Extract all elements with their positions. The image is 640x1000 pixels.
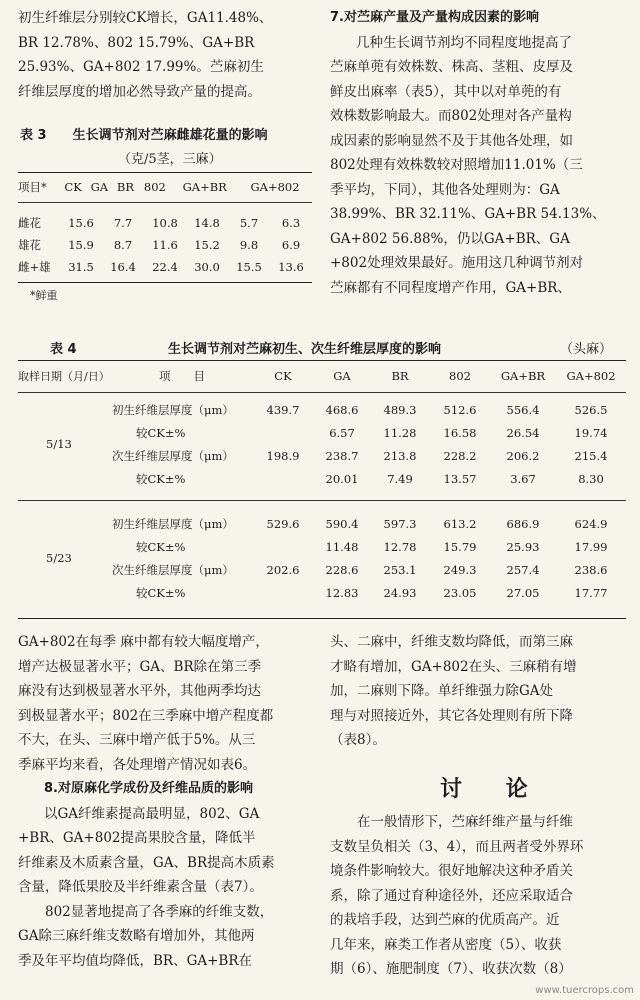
table4-top-rule: [18, 360, 626, 361]
table-cell: 雌花: [18, 216, 41, 230]
table-cell: 597.3: [383, 516, 417, 531]
table-header-cell: GA+BR: [182, 180, 227, 194]
table-header-cell: 项 目: [159, 368, 205, 383]
text-line: 才略有增加，GA+802在头、三麻稍有增: [330, 658, 577, 675]
table-cell: 较CK±%: [136, 539, 186, 554]
table-cell: 5.7: [239, 216, 259, 230]
table-cell: 20.01: [325, 471, 359, 486]
date-cell: 5/23: [46, 551, 72, 565]
text-line: 含量，降低果胶及半纤维素含量（表7）。: [18, 879, 263, 895]
table4-label: 表 4: [50, 342, 77, 357]
table-cell: 6.3: [281, 216, 301, 230]
table-cell: 30.0: [194, 260, 220, 274]
table-cell: 213.8: [383, 448, 417, 463]
table-cell: 12.78: [383, 539, 417, 554]
table-cell: 468.6: [325, 402, 359, 417]
table-cell: 12.83: [325, 585, 359, 600]
text-line: 成因素的影响显然不及于其他各处理，如: [330, 132, 573, 149]
text-line: 在一般情形下，苎麻纤维产量与纤维: [330, 814, 573, 830]
table-cell: 257.4: [506, 562, 540, 577]
text-line: 支数呈负相关（3、4），而且两者受外界环: [330, 838, 584, 855]
text-line: GA+802在每季 麻中都有较大幅度增产，: [18, 634, 269, 650]
text-line: 到极显著水平；802在三季麻中增产程度都: [18, 707, 274, 724]
text-line: 效株数影响最大。而802处理对各产量构: [330, 108, 572, 124]
table-cell: 11.28: [383, 425, 417, 440]
table-cell: 198.9: [266, 448, 300, 463]
text-line: 几种生长调节剂均不同程度地提高了: [356, 34, 572, 51]
table-cell: 529.6: [266, 516, 300, 531]
table-cell: 次生纤维层厚度（μm）: [112, 448, 234, 463]
table-cell: 526.5: [574, 402, 608, 417]
table-cell: 22.4: [152, 260, 178, 274]
table-cell: 8.7: [113, 238, 133, 252]
table4-title: 生长调节剂对苎麻初生、次生纤维层厚度的影响: [168, 342, 442, 357]
table-header-cell: BR: [391, 368, 409, 383]
table-cell: 19.74: [574, 425, 608, 440]
text-line: 纤维层厚度的增加必然导致产量的提高。: [18, 83, 261, 100]
table-cell: 15.6: [68, 216, 94, 230]
table-row: [18, 234, 312, 256]
text-line: 以GA纤维素提高最明显，802、GA: [44, 805, 260, 822]
text-line: 纤维素及木质素含量，GA、BR提高木质素: [18, 854, 275, 871]
date-cell: 5/13: [46, 437, 72, 451]
table-cell: 雌+雄: [18, 260, 51, 274]
discussion-title: 讨 论: [440, 777, 546, 802]
text-line: （表8）。: [330, 732, 386, 748]
table-cell: 15.5: [236, 260, 262, 274]
table-cell: 228.2: [443, 448, 477, 463]
table-cell: 13.6: [278, 260, 304, 274]
text-line: 802处理有效株数较对照增加11.01%（三: [330, 157, 583, 173]
table-row: [18, 212, 312, 234]
table-cell: 15.2: [194, 238, 220, 252]
table-header-cell: 802: [449, 368, 471, 383]
text-line: +BR、GA+802提高果胶含量，降低半: [18, 830, 256, 846]
text-line: 境条件影响较大。很好地解决这种矛盾关: [330, 863, 573, 879]
text-line: 802显著地提高了各季麻的纤维支数，: [18, 903, 274, 920]
table-header-cell: CK: [274, 368, 292, 383]
text-line: +802处理效果最好。施用这几种调节剂对: [330, 255, 584, 271]
table-row: [18, 512, 626, 535]
text-line: 的栽培手段，达到苎麻的优质高产。近: [330, 912, 560, 928]
text-line: GA+802 56.88%，仍以GA+BR、GA: [330, 230, 570, 247]
table-cell: 17.99: [574, 539, 608, 554]
table-row: [18, 398, 626, 421]
table-header-cell: 取样日期（月/日）: [18, 369, 110, 383]
table3-top-rule: [18, 172, 312, 173]
text-line: 季麻平均来看，各处理增产情况如表6。: [18, 756, 257, 773]
table-cell: 24.93: [383, 585, 417, 600]
table3-header-rule: [18, 202, 312, 203]
table-cell: 10.8: [152, 216, 178, 230]
text-line: 25.93%、GA+802 17.99%。苎麻初生: [18, 59, 264, 75]
text-line: 季及年平均值均降低，BR、GA+BR在: [18, 952, 253, 969]
text-line: 几年来，麻类工作者从密度（5）、收获: [330, 936, 562, 953]
table3-bottom-rule: [18, 282, 312, 283]
table3-title: 表 3 生长调节剂对苎麻雌雄花量的影响: [20, 128, 268, 143]
table-header-cell: GA+802: [250, 180, 300, 194]
table-header-row: [18, 364, 626, 387]
text-line: 鲜皮出麻率（表5），其中以对单蔸的有: [330, 83, 562, 100]
table-cell: 489.3: [383, 402, 417, 417]
text-line: 头、二麻中，纤维支数均降低，而第三麻: [330, 634, 573, 650]
table-cell: 6.57: [329, 425, 355, 440]
table-cell: 15.9: [68, 238, 94, 252]
table-cell: [252, 581, 314, 604]
table-cell: 27.05: [506, 585, 540, 600]
table-header-cell: GA+802: [566, 368, 616, 383]
table-cell: 613.2: [443, 516, 477, 531]
table-cell: 9.8: [239, 238, 259, 252]
text-line: 季平均，下同），其他各处理则为：GA: [330, 181, 560, 198]
table-cell: 11.6: [152, 238, 178, 252]
text-line: 麻没有达到极显著水平外，其他两季均达: [18, 683, 261, 699]
text-line: 期（6）、施肥制度（7）、收获次数（8）: [330, 961, 572, 977]
table-header-cell: 项目*: [18, 180, 47, 194]
table-cell: [252, 421, 314, 444]
table-cell: 25.93: [506, 539, 540, 554]
top-right-text: [330, 6, 626, 300]
table-header-cell: GA+BR: [500, 368, 546, 383]
table4-header: [18, 364, 626, 387]
section-heading: 7.对苎麻产量及产量构成因素的影响: [330, 10, 539, 25]
table-cell: 556.4: [506, 402, 540, 417]
text-line: 苎麻都有不同程度增产作用，GA+BR、: [330, 279, 571, 296]
table-cell: 11.48: [325, 539, 359, 554]
table-cell: [252, 467, 314, 490]
table-header-cell: CK: [64, 180, 82, 194]
table-cell: 26.54: [506, 425, 540, 440]
table-cell: 15.79: [443, 539, 477, 554]
bottom-right-text: [330, 630, 626, 753]
table-cell: 249.3: [443, 562, 477, 577]
table-cell: 较CK±%: [136, 585, 186, 600]
table-cell: 6.9: [281, 238, 301, 252]
table3-footnote: *鲜重: [30, 289, 58, 302]
table-cell: 590.4: [325, 516, 359, 531]
table-cell: 439.7: [266, 402, 300, 417]
table-header-cell: GA: [333, 368, 351, 383]
table-header-row: [18, 176, 312, 198]
table-cell: 次生纤维层厚度（μm）: [112, 562, 234, 577]
table-cell: 较CK±%: [136, 425, 186, 440]
table-cell: 初生纤维层厚度（μm）: [112, 516, 234, 531]
table-cell: 624.9: [574, 516, 608, 531]
top-left-text: [18, 6, 314, 104]
text-line: 苎麻单蔸有效株数、株高、茎粗、皮厚及: [330, 59, 573, 75]
text-line: 理与对照接近外，其它各处理则有所下降: [330, 707, 573, 724]
text-line: 系，除了通过育种途径外，还应采取适合: [330, 887, 573, 904]
section-heading: 8.对原麻化学成份及纤维品质的影响: [44, 781, 253, 796]
table4-header-rule: [18, 392, 626, 393]
table-cell: 8.30: [578, 471, 604, 486]
table-cell: 253.1: [383, 562, 417, 577]
table-cell: 16.58: [443, 425, 477, 440]
table-cell: 14.8: [194, 216, 220, 230]
text-line: BR 12.78%、802 15.79%、GA+BR: [18, 34, 255, 51]
table-cell: 228.6: [325, 562, 359, 577]
table-cell: 3.67: [510, 471, 536, 486]
table-header-cell: BR: [116, 180, 134, 194]
table-row: [18, 256, 312, 278]
table3-unit: （克/5茎，三麻）: [118, 152, 222, 167]
table-cell: 16.4: [110, 260, 136, 274]
text-line: GA除三麻纤维支数略有增加外，其他两: [18, 928, 255, 944]
text-line: 38.99%、BR 32.11%、GA+BR 54.13%、: [330, 206, 606, 222]
table-cell: 512.6: [443, 402, 477, 417]
table-cell: 238.7: [325, 448, 359, 463]
table-cell: 7.7: [113, 216, 133, 230]
bottom-left-text: [18, 630, 314, 973]
table-header-cell: 802: [143, 180, 166, 194]
table4-group-divider: [18, 500, 626, 501]
text-line: 不大，在头、三麻中增产低于5%。从三: [18, 732, 256, 748]
text-line: 增产达极显著水平；GA、BR除在第三季: [18, 658, 262, 675]
text-line: 初生纤维层分别较CK增长，GA11.48%、: [18, 10, 273, 26]
table-cell: 23.05: [443, 585, 477, 600]
watermark: www.tuercrops.com: [535, 985, 634, 996]
table4-group-2: [18, 512, 626, 604]
table-header-cell: GA: [90, 180, 109, 194]
table-cell: 13.57: [443, 471, 477, 486]
table3-body: [18, 212, 312, 278]
table-cell: 雄花: [18, 238, 41, 252]
table4-group-1: [18, 398, 626, 490]
table-cell: 初生纤维层厚度（μm）: [112, 402, 234, 417]
table-cell: 686.9: [506, 516, 540, 531]
table3: [18, 176, 312, 198]
table4-bottom-rule: [18, 618, 626, 619]
table-cell: 较CK±%: [136, 471, 186, 486]
discussion-text: [330, 810, 626, 982]
table4-unit: （头麻）: [560, 342, 613, 357]
table-cell: 206.2: [506, 448, 540, 463]
table-cell: 215.4: [574, 448, 608, 463]
table-cell: 202.6: [266, 562, 300, 577]
text-line: 加，二麻则下降。单纤维强力除GA处: [330, 683, 554, 699]
table-cell: 31.5: [68, 260, 94, 274]
table-cell: 238.6: [574, 562, 608, 577]
table-cell: 7.49: [387, 471, 413, 486]
table-cell: [252, 535, 314, 558]
table-cell: 17.77: [574, 585, 608, 600]
